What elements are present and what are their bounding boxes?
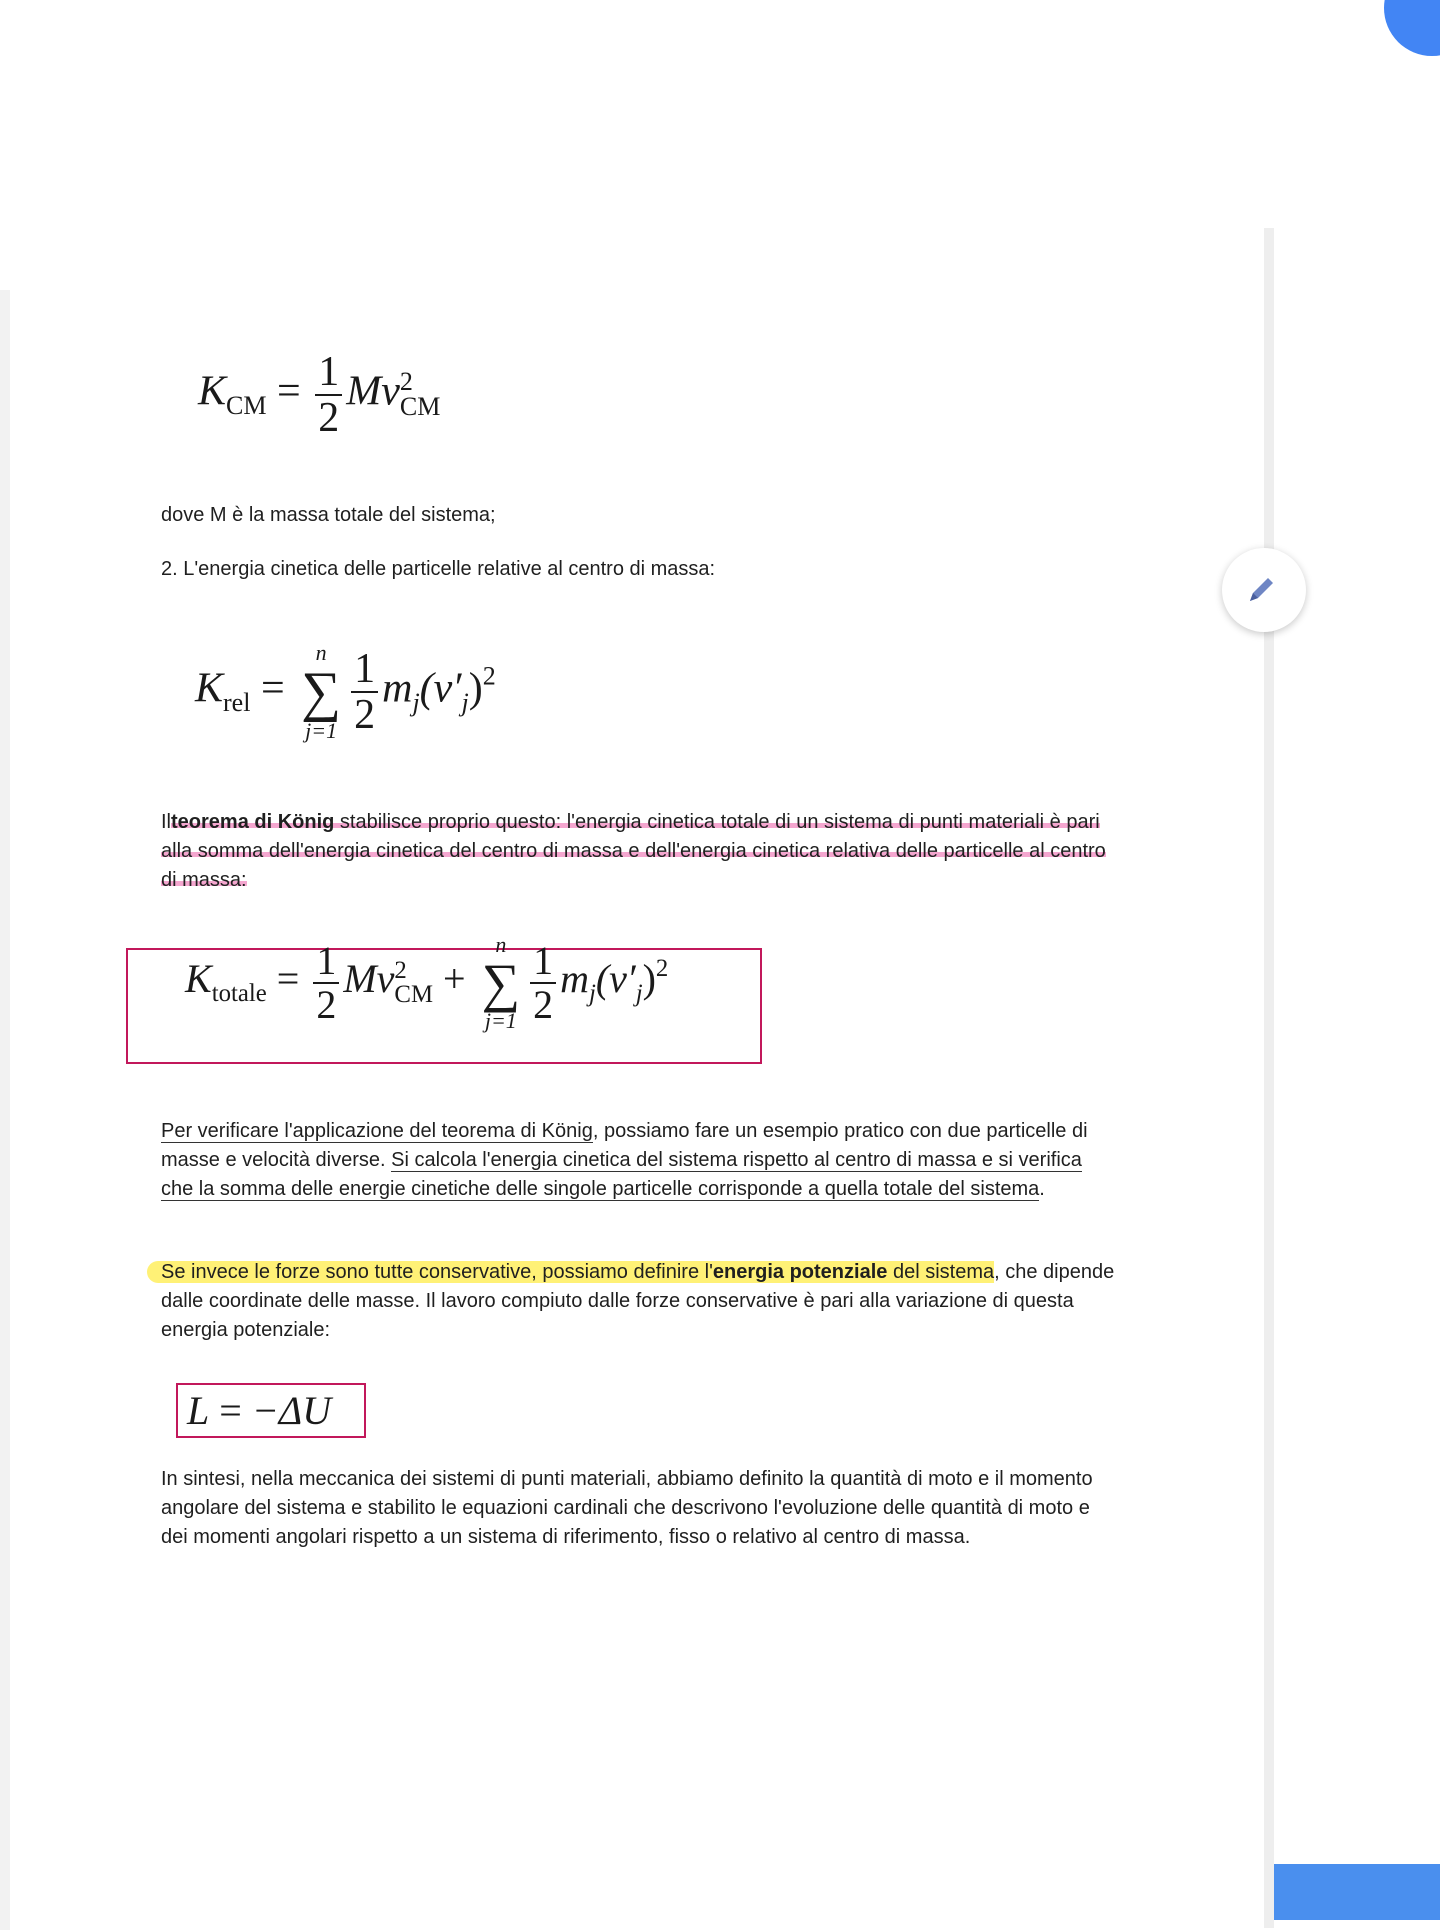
paragraph-summary: In sintesi, nella meccanica dei sistemi di punti materiali, abbiamo definito la quantità di moto e il momento angolare del sistema e stabilito le equazioni cardinali che descrivono l'evoluzione delle quantità di moto e dei momenti angolari rispetto a un sistema di riferimento, fisso o relativo al centro di massa. <box>161 1468 1093 1548</box>
paragraph-mass: dove M è la massa totale del sistema; <box>161 504 496 526</box>
edit-button[interactable] <box>1222 548 1306 632</box>
right-gutter <box>1264 228 1440 1928</box>
formula-kcm: $K_{CM}$ = $\frac{1}{2}$ Mv 2 CM <box>198 349 441 442</box>
formula-ktotale: $K_{totale}$ = $\frac{1}{2}$ Mv 2 CM + n ∑ j=1 $\frac{1}{2}$ $m_j(v'_j)^2$ <box>185 932 669 1033</box>
formula-work: L = −ΔU <box>187 1388 332 1433</box>
scroll-track[interactable] <box>1264 228 1274 1928</box>
paragraph-point-2: 2. L'energia cinetica delle particelle relative al centro di massa: <box>161 558 716 580</box>
paragraph-konig: Ilteorema di König stabilisce proprio questo: l'energia cinetica totale di un sistema di punti materiali è pari alla somma dell'energia cinetica del centro di massa e dell'energia cinetica relativa delle particelle al centro di massa: <box>161 811 1106 891</box>
formula-krel: $K_{rel}$ = n ∑ j=1 $\frac{1}{2}$ $m_j(v'_j)^2$ <box>195 640 496 743</box>
document-page <box>10 290 1264 1930</box>
pencil-icon <box>1244 573 1278 607</box>
paragraph-conservative: Se invece le forze sono tutte conservative, possiamo definire l'energia potenziale del sistema, che dipende dalle coordinate delle masse. Il lavoro compiuto dalle forze conservative è pari alla variazione di questa energia potenziale: <box>161 1258 1119 1345</box>
bottom-action-bar[interactable] <box>1274 1864 1440 1920</box>
paragraph-example: Per verificare l'applicazione del teorema di König, possiamo fare un esempio pratico con due particelle di masse e velocità diverse. Si calcola l'energia cinetica del sistema rispetto al centro di massa e si verifica che la somma delle energie cinetiche delle singole particelle corrisponde a quella totale del sistema. <box>161 1120 1088 1200</box>
corner-badge <box>1384 0 1440 56</box>
